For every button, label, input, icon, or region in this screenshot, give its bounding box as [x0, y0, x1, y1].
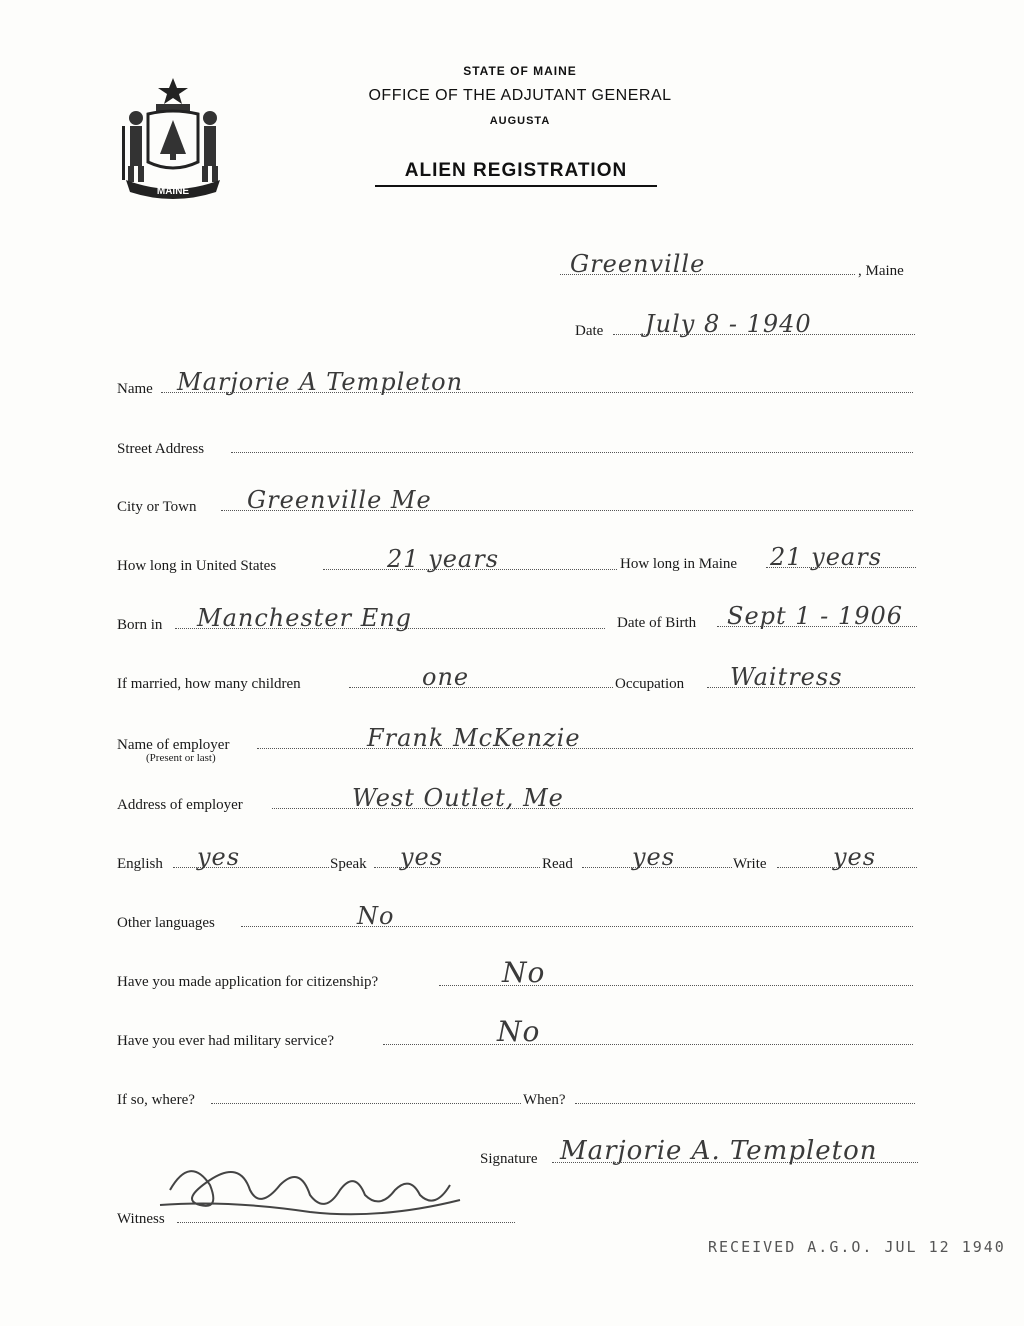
place-value: Greenville: [570, 250, 706, 278]
write-value: yes: [833, 843, 877, 871]
occupation-label: Occupation: [615, 676, 685, 692]
how-long-us-value: 21 years: [387, 545, 500, 573]
witness-field[interactable]: [117, 1200, 517, 1228]
header-office: OFFICE OF THE ADJUTANT GENERAL: [368, 87, 672, 104]
military-service-field[interactable]: [117, 1015, 917, 1050]
employer-field[interactable]: [117, 726, 917, 754]
when-label: When?: [523, 1092, 566, 1108]
state-seal-icon: [118, 74, 228, 204]
how-long-maine-field[interactable]: [620, 545, 917, 573]
employer-value: Frank McKenzie: [367, 724, 581, 752]
signature-field[interactable]: [480, 1136, 920, 1168]
write-field[interactable]: [733, 845, 925, 873]
how-long-maine-value: 21 years: [770, 543, 883, 571]
other-languages-label: Other languages: [117, 915, 215, 931]
employer-label: Name of employer: [117, 737, 230, 753]
citizenship-label: Have you made application for citizenship?: [117, 974, 379, 990]
date-of-birth-label: Date of Birth: [617, 615, 697, 631]
read-value: yes: [632, 843, 676, 871]
speak-label: Speak: [330, 856, 367, 872]
place-field[interactable]: [560, 252, 920, 280]
how-long-maine-label: How long in Maine: [620, 556, 738, 572]
name-value: Marjorie A Templeton: [177, 368, 464, 396]
speak-field[interactable]: [330, 845, 542, 873]
born-in-field[interactable]: [117, 606, 607, 634]
street-address-field[interactable]: [117, 430, 917, 458]
date-field[interactable]: [575, 312, 920, 340]
employer-address-value: West Outlet, Me: [352, 784, 564, 812]
date-value: July 8 - 1940: [645, 310, 812, 338]
occupation-value: Waitress: [730, 663, 843, 691]
svg-text:MAINE: MAINE: [156, 186, 190, 197]
city-town-label: City or Town: [117, 499, 197, 515]
occupation-field[interactable]: [615, 665, 917, 693]
other-languages-field[interactable]: [117, 904, 917, 932]
born-in-value: Manchester Eng: [197, 604, 413, 632]
city-town-field[interactable]: [117, 488, 917, 516]
children-field[interactable]: [117, 665, 617, 693]
header-state: STATE OF MAINE: [463, 64, 577, 78]
speak-value: yes: [400, 843, 444, 871]
signature-value: Marjorie A. Templeton: [560, 1136, 878, 1166]
when-field[interactable]: [523, 1081, 917, 1109]
name-field[interactable]: [117, 370, 917, 398]
form-title: ALIEN REGISTRATION: [375, 160, 657, 187]
read-field[interactable]: [542, 845, 734, 873]
how-long-us-label: How long in United States: [117, 558, 277, 574]
english-label: English: [117, 856, 163, 872]
children-value: one: [422, 663, 470, 691]
citizenship-field[interactable]: [117, 956, 917, 991]
street-address-label: Street Address: [117, 441, 205, 457]
date-of-birth-value: Sept 1 - 1906: [727, 602, 903, 630]
date-label: Date: [575, 323, 604, 339]
signature-label: Signature: [480, 1151, 538, 1167]
city-town-value: Greenville Me: [247, 486, 432, 514]
employer-sublabel: (Present or last): [146, 752, 216, 764]
date-of-birth-field[interactable]: [617, 604, 937, 632]
military-service-label: Have you ever had military service?: [117, 1033, 334, 1049]
if-so-where-field[interactable]: [117, 1081, 522, 1109]
employer-address-label: Address of employer: [117, 797, 243, 813]
header-city: AUGUSTA: [489, 115, 551, 127]
english-field[interactable]: [117, 845, 332, 873]
place-label: , Maine: [858, 263, 904, 279]
read-label: Read: [542, 856, 573, 872]
other-languages-value: No: [357, 902, 395, 930]
name-label: Name: [117, 381, 153, 397]
if-so-where-label: If so, where?: [117, 1092, 195, 1108]
witness-label: Witness: [117, 1211, 165, 1227]
write-label: Write: [733, 856, 767, 872]
military-service-value: No: [497, 1015, 541, 1048]
employer-address-field[interactable]: [117, 786, 917, 814]
children-label: If married, how many children: [117, 676, 301, 692]
english-value: yes: [197, 843, 241, 871]
how-long-us-field[interactable]: [117, 547, 617, 575]
received-stamp: RECEIVED A.G.O. JUL 12 1940: [708, 1238, 1006, 1256]
citizenship-value: No: [502, 956, 546, 989]
born-in-label: Born in: [117, 617, 163, 633]
